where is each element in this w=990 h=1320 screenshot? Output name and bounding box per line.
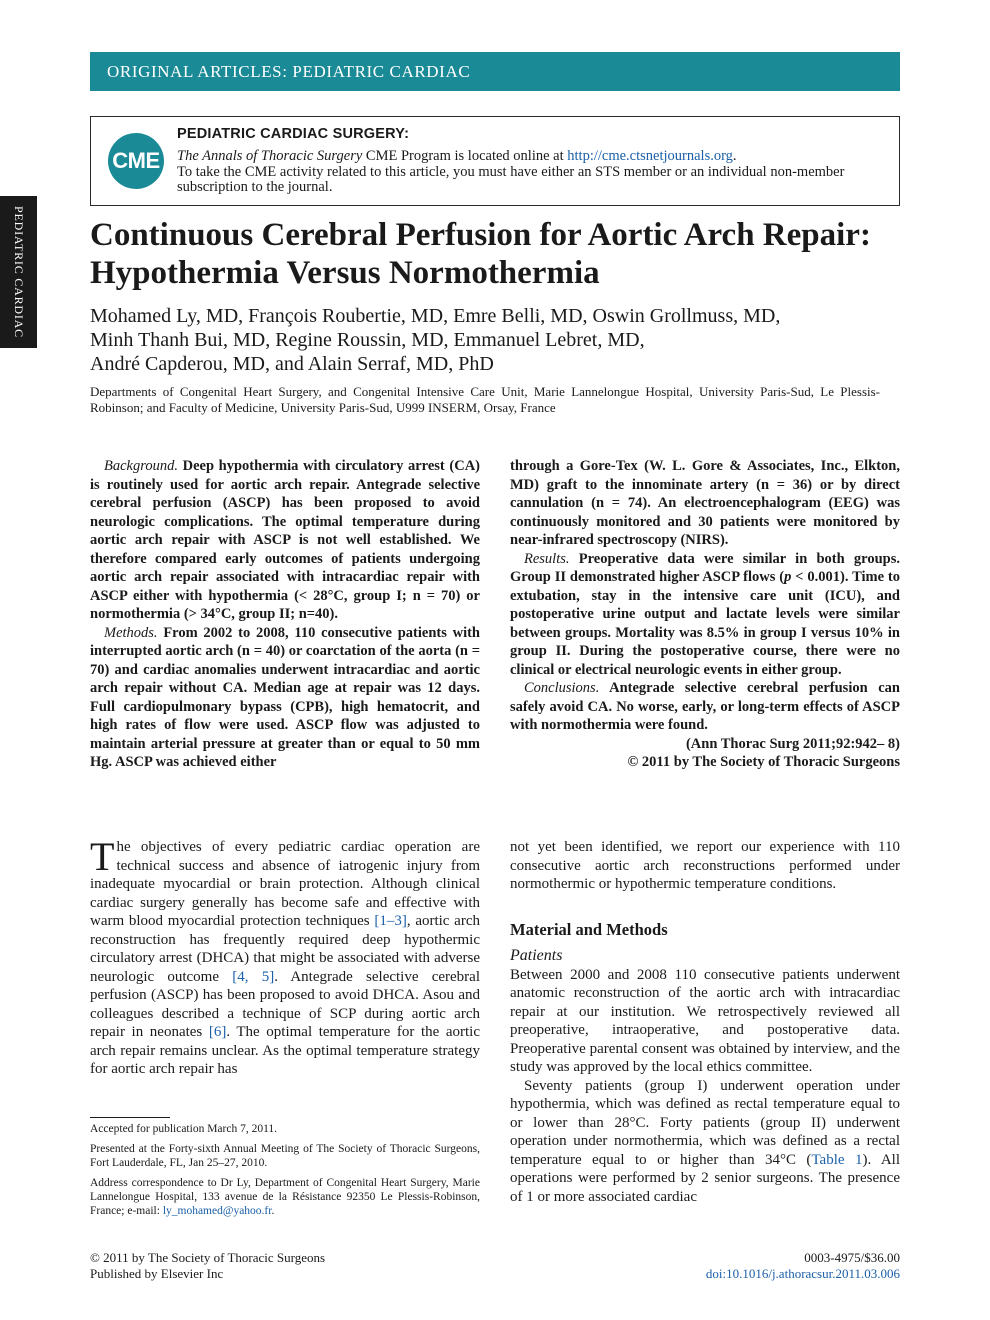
cme-text xyxy=(177,149,877,196)
article-title: Continuous Cerebral Perfusion for Aortic Arch Repair: Hypothermia Versus Normothermia xyxy=(90,217,871,291)
drop-cap: T xyxy=(90,834,115,879)
section-heading: Material and Methods xyxy=(510,919,668,939)
address-text: Address correspondence to Dr Ly, Department of Congenital Heart Surgery, Marie Lannelongue Hospital, 133 avenue de la Résistance 92350 Le Plessis-Robinson, France; e-mail: xyxy=(90,1177,480,1217)
cme-title: PEDIATRIC CARDIAC SURGERY: xyxy=(177,126,410,142)
cme-line1: CME Program is located online at xyxy=(362,148,568,164)
patients-p2-text-b: ). All operations were performed by 2 senior surgeons. The presence of 1 or more associated cardiac xyxy=(510,1151,900,1205)
ref-link-1[interactable]: [1–3] xyxy=(374,913,407,929)
ref-link-3[interactable]: [6] xyxy=(208,1024,227,1040)
results-p-symbol: p xyxy=(784,569,792,585)
results-label: Results. xyxy=(524,550,570,567)
footer-issn: 0003-4975/$36.00 xyxy=(804,1250,900,1265)
footnote-address xyxy=(90,1176,480,1218)
abstract-methods xyxy=(90,624,480,772)
footnote-accepted: Accepted for publication March 7, 2011. xyxy=(90,1123,278,1135)
abstract-background xyxy=(90,457,480,624)
ref-link-2[interactable]: [4, 5] xyxy=(232,968,275,985)
methods-text: From 2002 to 2008, 110 consecutive patients with interrupted aortic arch (n = 40) or coarctation of the aorta (n = 70) and cardiac anomalies underwent intracardiac and aortic arch repair without CA. Median age at repair was 12 days. Full cardiopulmonary bypass (CPB), high hematocrit, and high rates of flow were used. ASCP flow was adjusted to maintain arterial pressure at greater than or equal to 50 mm Hg. ASCP was achieved either xyxy=(90,624,480,770)
author-list xyxy=(90,304,900,376)
footer-doi[interactable]: doi:10.1016/j.athoracsur.2011.03.006 xyxy=(705,1266,900,1281)
author-line: André Capderou, MD, and Alain Serraf, MD, PhD xyxy=(90,353,494,375)
background-text: Deep hypothermia with circulatory arrest (CA) is routinely used for aortic arch repair. Antegrade selective cerebral perfusion (ASCP) has been proposed to avoid neurologic complications. The optimal temperature during aortic arch repair with ASCP is not well established. We therefore compared early outcomes of patients undergoing aortic arch repair associated with intracardiac repair with ASCP either with hypothermia (< 28°C, group I; n = 70) or normothermia (> 34°C, group II; n=40). xyxy=(90,458,480,622)
conclusions-label: Conclusions. xyxy=(524,680,600,696)
abstract-conclusions xyxy=(510,679,900,735)
affiliation: Departments of Congenital Heart Surgery, and Congenital Intensive Care Unit, Marie Lannelongue Hospital, University Paris-Sud, Le Plessis-Robinson; and Faculty of Medicine, University Paris-Sud, U999 INSERM, Orsay, France xyxy=(90,384,880,415)
intro-text-d: . The optimal temperature for the aortic arch repair remains unclear. As the optimal temperature strategy for aortic arch repair has xyxy=(90,1024,480,1077)
intro-continued: not yet been identified, we report our experience with 110 consecutive aortic arch reconstructions performed under normothermic or hypothermic temperature conditions. xyxy=(510,839,900,892)
conclusions-text: Antegrade selective cerebral perfusion can safely avoid CA. No worse, early, or long-term effects of ASCP with normothermia were found. xyxy=(510,680,900,733)
author-line: Minh Thanh Bui, MD, Regine Roussin, MD, Emmanuel Lebret, MD, xyxy=(90,329,645,351)
footer-right xyxy=(706,1250,900,1282)
body-right-column xyxy=(510,838,900,1206)
patients-paragraph-1: Between 2000 and 2008 110 consecutive patients underwent anatomic reconstruction of the aortic arch with intracardiac repair at our institution. We retrospectively reviewed all preoperative, intraoperative, and postoperative data. Preoperative parental consent was obtained by interview, and the study was approved by the local ethics committee. xyxy=(510,966,900,1075)
section-banner xyxy=(90,52,900,91)
table-1-link[interactable]: Table 1 xyxy=(811,1151,863,1168)
footer-copyright: © 2011 by The Society of Thoracic Surgeons xyxy=(90,1250,326,1265)
side-tab xyxy=(0,196,37,348)
abstract-left-column xyxy=(90,457,480,772)
patients-paragraph-2 xyxy=(510,1077,900,1207)
intro-paragraph xyxy=(90,834,481,1079)
cme-line2: To take the CME activity related to this article, you must have either an STS member or an individual non-member subscription to the journal. xyxy=(177,163,845,195)
subsection-heading: Patients xyxy=(510,947,563,964)
footnotes xyxy=(90,1122,480,1224)
patients-p2-text-a: Seventy patients (group I) underwent operation under hypothermia, which was defined as rectal temperature equal to or lower than 28°C. Forty patients (group II) underwent operation under normothermia, which was defined as a rectal temperature equal to or higher than 34°C ( xyxy=(510,1077,900,1168)
email-link[interactable]: ly_mohamed@yahoo.fr xyxy=(162,1205,272,1217)
cme-journal: The Annals of Thoracic Surgery xyxy=(177,148,363,164)
abstract-results xyxy=(510,550,900,680)
results-text-b: < 0.001). Time to extubation, stay in the intensive care unit (ICU), and postoperative urine output and lactate levels were similar between groups. Mortality was 8.5% in group I versus 10% in group II. During the postoperative course, there were no clinical or electrical neurologic events in either group. xyxy=(510,569,900,678)
cme-logo: CME xyxy=(108,133,164,189)
side-tab-text: PEDIATRIC CARDIAC xyxy=(12,206,26,338)
cme-line1-end: . xyxy=(732,148,737,164)
abstract-copyright: © 2011 by The Society of Thoracic Surgeons xyxy=(627,754,900,770)
cme-box xyxy=(90,116,900,206)
footnote-presented: Presented at the Forty-sixth Annual Meeting of The Society of Thoracic Surgeons, Fort Lauderdale, FL, Jan 25–27, 2010. xyxy=(90,1143,480,1169)
results-text-a: Preoperative data were similar in both groups. Group II demonstrated higher ASCP flows ( xyxy=(510,550,900,585)
footnote-rule xyxy=(90,1117,170,1118)
abstract-right-column xyxy=(510,457,900,772)
author-line: Mohamed Ly, MD, François Roubertie, MD, Emre Belli, MD, Oswin Grollmuss, MD, xyxy=(90,305,781,327)
address-end: . xyxy=(271,1205,275,1217)
background-label: Background. xyxy=(104,458,178,474)
methods-continued: through a Gore-Tex (W. L. Gore & Associates, Inc., Elkton, MD) graft to the innominate artery (n = 36) or by direct cannulation (n = 74). An electroencephalogram (EEG) was continuously monitored and 30 patients were monitored by near-infrared spectroscopy (NIRS). xyxy=(510,458,900,548)
intro-text-a: he objectives of every pediatric cardiac operation are technical success and absence of iatrogenic injury from inadequate myocardial or brain protection. Although clinical cardiac surgery generally has become safe and effective with warm blood myocardial protection techniques xyxy=(90,839,480,929)
citation: (Ann Thorac Surg 2011;92:942– 8) xyxy=(685,735,900,752)
footer-publisher: Published by Elsevier Inc xyxy=(90,1266,224,1281)
methods-label: Methods. xyxy=(104,624,158,641)
section-banner-text: ORIGINAL ARTICLES: PEDIATRIC CARDIAC xyxy=(107,62,471,81)
footer-left xyxy=(90,1250,325,1282)
cme-url-link[interactable]: http://cme.ctsnetjournals.org xyxy=(567,148,733,164)
body-left-column xyxy=(90,834,481,1079)
intro-text-b: , aortic arch reconstruction has frequently required deep hypothermic circulatory arrest (DHCA) that might be associated with adverse neurologic outcome xyxy=(90,913,480,985)
intro-text-c: . Antegrade selective cerebral perfusion (ASCP) has been proposed to avoid DHCA. Asou and colleagues described a technique of SCP during aortic arch repair in neonates xyxy=(90,968,481,1040)
